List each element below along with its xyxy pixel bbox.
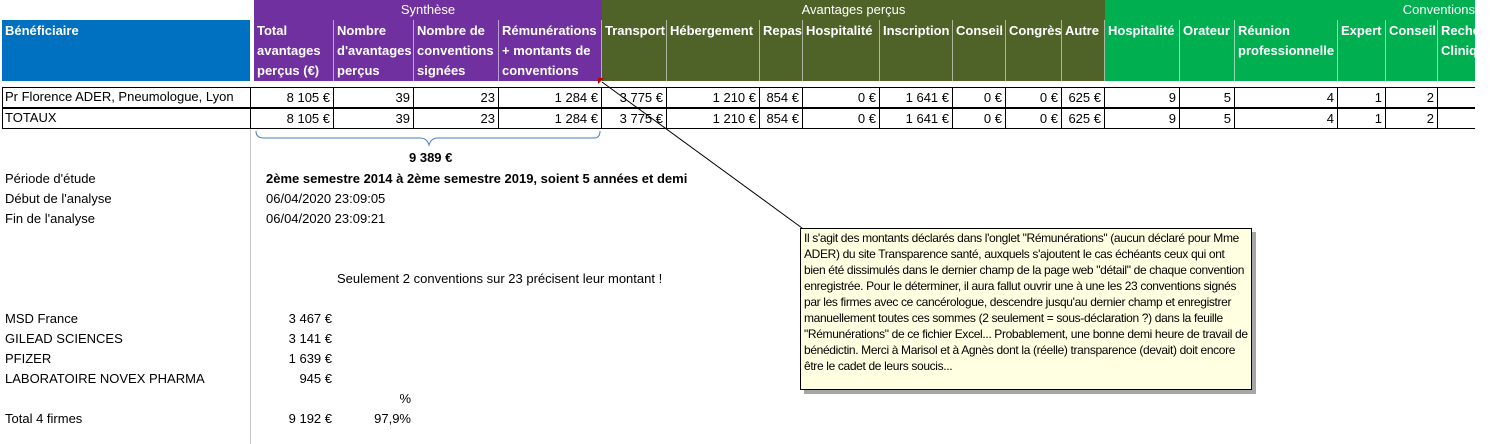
debut-label: Début de l'analyse — [5, 191, 112, 206]
firm-amount[interactable]: 945 € — [299, 371, 332, 386]
header-conv-hospitalite: Hospitalité — [1105, 20, 1180, 81]
cell-nombre[interactable]: 39 — [334, 109, 414, 129]
cell-inscription[interactable]: 1 641 € — [880, 109, 953, 129]
cell-conv-reunion[interactable]: 4 — [1235, 88, 1338, 108]
firm-name: GILEAD SCIENCES — [5, 331, 123, 346]
header-hospitalite: Hospitalité — [803, 20, 880, 81]
header-total: Total avantages perçus (€) — [254, 20, 334, 81]
header-transport: Transport — [602, 20, 667, 81]
firm-amount[interactable]: 3 141 € — [288, 331, 332, 346]
cell-repas[interactable]: 854 € — [760, 88, 803, 108]
cell-transport[interactable]: 3 775 € — [602, 88, 667, 108]
cell-total[interactable]: 8 105 € — [250, 109, 334, 129]
cell-remun[interactable]: 1 284 € — [499, 88, 602, 108]
cell-conseil[interactable]: 0 € — [953, 109, 1006, 129]
cell-conv-expert[interactable]: 1 — [1338, 109, 1386, 129]
cell-conv-conseil[interactable]: 2 — [1386, 88, 1438, 108]
header-remun: Rémunérations + montants de conventions — [499, 20, 602, 81]
group-synthese: Synthèse — [254, 0, 602, 20]
total-firms-label: Total 4 firmes — [5, 411, 83, 426]
cell-inscription[interactable]: 1 641 € — [880, 88, 953, 108]
header-inscription: Inscription — [880, 20, 953, 81]
cell-conv-recherche[interactable] — [1438, 88, 1475, 108]
header-conv-conseil: Conseil — [1386, 20, 1438, 81]
column-divider — [250, 129, 251, 444]
cell-autre[interactable]: 625 € — [1062, 109, 1105, 129]
cell-conv-hospitalite[interactable]: 9 — [1105, 109, 1180, 129]
cell-conv-orateur[interactable]: 5 — [1180, 88, 1235, 108]
total-firms-percent[interactable]: 97,9% — [374, 411, 411, 426]
fin-value[interactable]: 06/04/2020 23:09:21 — [266, 211, 386, 226]
total-firms-amount[interactable]: 9 192 € — [288, 411, 332, 426]
header-hebergement: Hébergement — [667, 20, 760, 81]
cell-total[interactable]: 8 105 € — [250, 88, 334, 108]
debut-value[interactable]: 06/04/2020 23:09:05 — [266, 191, 386, 206]
header-conv-orateur: Orateur — [1180, 20, 1235, 81]
cell-nbconv[interactable]: 23 — [414, 109, 499, 129]
cell-hebergement[interactable]: 1 210 € — [667, 109, 760, 129]
group-conventions — [1105, 0, 1475, 20]
periode-value[interactable]: 2ème semestre 2014 à 2ème semestre 2019, soient 5 années et demi — [266, 171, 688, 186]
cell-conv-conseil[interactable]: 2 — [1386, 109, 1438, 129]
cell-nbconv[interactable]: 23 — [414, 88, 499, 108]
firm-amount[interactable]: 3 467 € — [288, 311, 332, 326]
header-congres: Congrès — [1006, 20, 1062, 81]
fin-label: Fin de l'analyse — [5, 211, 95, 226]
note-line[interactable]: Seulement 2 conventions sur 23 précisent leur montant ! — [337, 271, 663, 286]
cell-hospitalite[interactable]: 0 € — [803, 109, 880, 129]
cell-nombre[interactable]: 39 — [334, 88, 414, 108]
firm-name: PFIZER — [5, 351, 52, 366]
cell-repas[interactable]: 854 € — [760, 109, 803, 129]
group-conventions-label: Conventions — [1402, 2, 1475, 17]
header-conv-recherche: Recherche Clinique — [1438, 20, 1475, 81]
row-totals-name[interactable]: TOTAUX — [5, 110, 57, 125]
percent-header: % — [399, 391, 411, 406]
cell-hebergement[interactable]: 1 210 € — [667, 88, 760, 108]
header-conseil: Conseil — [953, 20, 1006, 81]
header-conv-expert: Expert — [1338, 20, 1386, 81]
group-avantages: Avantages perçus — [602, 0, 1105, 20]
header-beneficiaire: Bénéficiaire — [2, 20, 250, 81]
header-nbconv: Nombre de conventions signées — [414, 20, 499, 81]
firm-name: LABORATOIRE NOVEX PHARMA — [5, 371, 205, 386]
cell-conv-orateur[interactable]: 5 — [1180, 109, 1235, 129]
cell-transport[interactable]: 3 775 € — [602, 109, 667, 129]
cell-congres[interactable]: 0 € — [1006, 109, 1062, 129]
firm-amount[interactable]: 1 639 € — [288, 351, 332, 366]
comment-text: Il s'agit des montants déclarés dans l'onglet "Rémunérations" (aucun déclaré pour Mme ADER) du site Transparence santé, auxquels s'ajoutent le cas échéants ceux qui ont bien été dissimulés dans le dernier champ de la page web "détail" de chaque convention enregistrée. Pour le déterminer, il aura fallut ouvrir une à une les 23 conventions signés par les firmes avec ce cancérologue, descendre jusqu'au dernier champ et enregistrer manuellement toutes ces sommes (2 seulement = sous-déclaration ?) dans la feuille "Rémunérations" de ce fichier Excel... Probablement, une bonne demi heure de travail de bénédictin. Merci à Marisol et à Agnès dont la (réelle) transparence (devait) doit encore être le cadet de leurs soucis... — [804, 231, 1248, 373]
row-beneficiary-name[interactable]: Pr Florence ADER, Pneumologue, Lyon — [5, 89, 234, 104]
cell-conseil[interactable]: 0 € — [953, 88, 1006, 108]
firm-name: MSD France — [5, 311, 78, 326]
header-nombre: Nombre d'avantages perçus — [334, 20, 414, 81]
cell-autre[interactable]: 625 € — [1062, 88, 1105, 108]
brace-total[interactable]: 9 389 € — [409, 150, 453, 165]
cell-hospitalite[interactable]: 0 € — [803, 88, 880, 108]
cell-conv-expert[interactable]: 1 — [1338, 88, 1386, 108]
cell-conv-hospitalite[interactable]: 9 — [1105, 88, 1180, 108]
periode-label: Période d'étude — [5, 171, 96, 186]
comment-connector — [590, 70, 810, 240]
comment-box[interactable] — [800, 228, 1252, 390]
cell-congres[interactable]: 0 € — [1006, 88, 1062, 108]
header-repas: Repas — [760, 20, 803, 81]
cell-conv-reunion[interactable]: 4 — [1235, 109, 1338, 129]
cell-remun[interactable]: 1 284 € — [499, 109, 602, 129]
header-autre: Autre — [1062, 20, 1105, 81]
cell-conv-recherche[interactable] — [1438, 109, 1475, 129]
brace-synthese — [254, 129, 604, 149]
header-conv-reunion: Réunion professionnelle — [1235, 20, 1338, 81]
